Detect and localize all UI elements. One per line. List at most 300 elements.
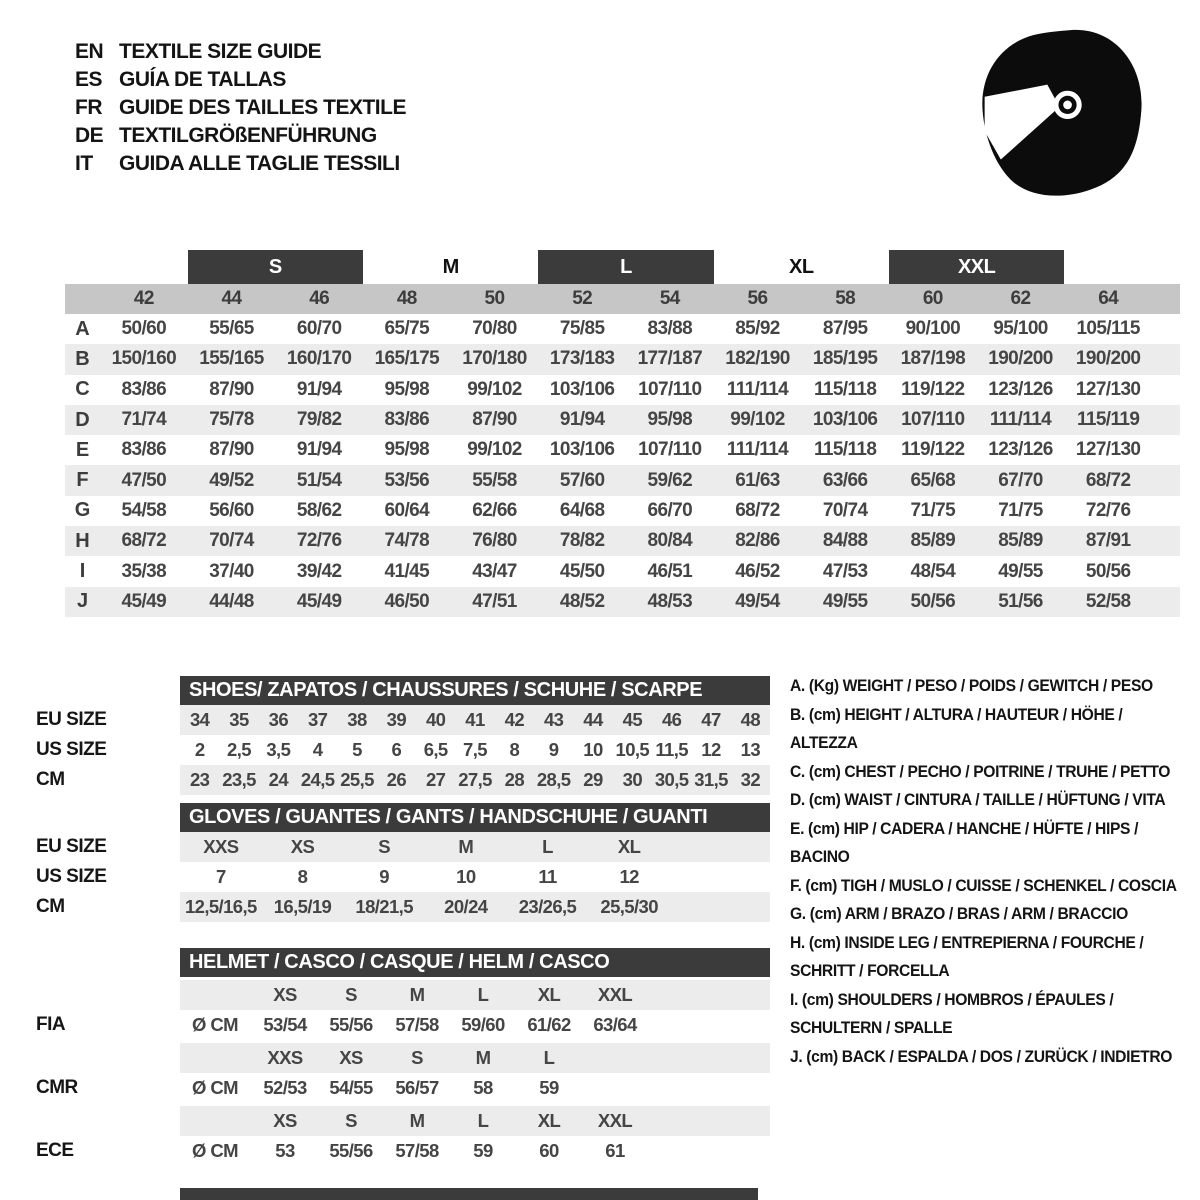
guide-title: GUÍA DE TALLAS xyxy=(119,68,286,91)
row-values xyxy=(180,892,770,922)
value-cell: 4 xyxy=(312,739,323,760)
measurement-cell: 91/94 xyxy=(296,439,342,461)
measurement-cell: 49/52 xyxy=(209,469,254,491)
size-column-header: 60 xyxy=(922,288,943,309)
strip-row xyxy=(30,892,770,922)
size-column-header: 64 xyxy=(1098,288,1119,309)
helmet-row xyxy=(30,1136,770,1166)
measurement-row-a xyxy=(65,314,1180,344)
value-cell: M xyxy=(409,1110,425,1131)
value-cell: 28 xyxy=(504,769,525,790)
measurement-cell: 107/110 xyxy=(638,378,702,400)
gloves-table xyxy=(30,803,770,922)
measurement-cell: 46/50 xyxy=(384,590,430,612)
value-cell: 61 xyxy=(605,1140,625,1161)
measurement-cell: 35/38 xyxy=(121,560,167,582)
language-code: FR xyxy=(75,96,102,119)
legend-item: H. (cm) INSIDE LEG / ENTREPIERNA / FOURCHE / SCHRITT / FORCELLA xyxy=(790,932,1144,980)
value-cell: 25,5/30 xyxy=(600,896,658,917)
row-letter: J xyxy=(76,590,89,613)
measurement-row-c xyxy=(65,375,1180,405)
value-cell: 48 xyxy=(740,709,761,730)
value-cell: 38 xyxy=(347,709,367,730)
measurement-cell: 190/200 xyxy=(988,348,1053,370)
value-cell: 2 xyxy=(194,739,205,760)
value-cell: 39 xyxy=(386,709,407,730)
measurement-cell: 87/90 xyxy=(209,439,254,461)
measurement-cell: 170/180 xyxy=(462,348,527,370)
measurement-row-g xyxy=(65,496,1180,526)
value-cell: S xyxy=(345,984,357,1005)
helmet-row xyxy=(30,980,770,1010)
helmet-table xyxy=(30,948,770,1166)
measurement-row-j xyxy=(65,587,1180,617)
value-cell: 18/21,5 xyxy=(355,896,413,917)
measurement-cell: 49/54 xyxy=(735,590,780,612)
measurement-cell: 87/91 xyxy=(1085,530,1131,552)
size-column-header: 46 xyxy=(309,288,330,309)
value-cell: 46 xyxy=(661,709,682,730)
measurement-row-h xyxy=(65,526,1180,556)
value-cell: 24 xyxy=(268,769,289,790)
legend-item: A. (Kg) WEIGHT / PESO / POIDS / GEWITCH / PESO xyxy=(790,676,1153,695)
value-cell: 29 xyxy=(583,769,603,790)
main-size-table xyxy=(65,250,1180,617)
value-cell: 12 xyxy=(619,866,639,887)
row-label: US SIZE xyxy=(36,866,107,887)
measurement-legend xyxy=(790,672,1180,1071)
value-cell: 10 xyxy=(583,739,603,760)
row-values xyxy=(180,1043,770,1073)
measurement-cell: 47/53 xyxy=(822,560,868,582)
size-columns-row xyxy=(65,284,1180,314)
value-cell: 56/57 xyxy=(395,1077,439,1098)
diameter-label: Ø CM xyxy=(192,1077,238,1098)
measurement-cell: 127/130 xyxy=(1075,378,1141,400)
measurement-cell: 52/58 xyxy=(1085,590,1131,612)
row-values xyxy=(180,705,770,735)
measurement-cell: 74/78 xyxy=(384,530,430,552)
strip-row xyxy=(30,705,770,735)
row-letter: G xyxy=(74,499,91,522)
measurement-cell: 76/80 xyxy=(472,530,517,552)
measurement-cell: 78/82 xyxy=(559,530,605,552)
helmet-row xyxy=(30,1106,770,1136)
language-code: DE xyxy=(75,124,104,147)
measurement-cell: 60/64 xyxy=(384,499,430,521)
measurement-cell: 48/52 xyxy=(559,590,605,612)
measurement-cell: 68/72 xyxy=(735,499,780,521)
size-column-header: 44 xyxy=(221,288,242,309)
measurement-cell: 82/86 xyxy=(735,530,780,552)
value-cell: 54/55 xyxy=(329,1077,373,1098)
size-column-header: 62 xyxy=(1010,288,1031,309)
size-column-header: 58 xyxy=(835,288,856,309)
value-cell: 9 xyxy=(379,866,389,887)
row-letter: E xyxy=(75,438,90,461)
value-cell: 37 xyxy=(307,709,328,730)
strip-row xyxy=(30,765,770,795)
measurement-cell: 39/42 xyxy=(296,560,342,582)
measurement-cell: 71/75 xyxy=(910,499,956,521)
measurement-cell: 47/51 xyxy=(472,590,517,612)
value-cell: 8 xyxy=(509,739,520,760)
diameter-label: Ø CM xyxy=(192,1140,238,1161)
measurement-cell: 87/90 xyxy=(472,409,517,431)
measurement-cell: 119/122 xyxy=(901,378,965,400)
row-label xyxy=(30,980,180,1010)
legend-item: I. (cm) SHOULDERS / HOMBROS / ÉPAULES / SCHULTERN / SPALLE xyxy=(790,989,1114,1037)
helmet-row xyxy=(30,1010,770,1040)
measurement-cell: 83/86 xyxy=(121,378,167,400)
size-column-header: 54 xyxy=(659,288,680,309)
measurement-cell: 46/51 xyxy=(647,560,693,582)
value-cell: 40 xyxy=(425,709,446,730)
strip-row xyxy=(30,862,770,892)
value-cell: XXS xyxy=(203,836,239,857)
measurement-cell: 111/114 xyxy=(726,439,789,461)
value-cell: 55/56 xyxy=(329,1140,373,1161)
measurement-cell: 49/55 xyxy=(822,590,868,612)
measurement-cell: 87/90 xyxy=(209,378,254,400)
value-cell: M xyxy=(475,1047,491,1068)
value-cell: 45 xyxy=(622,709,643,730)
measurement-cell: 103/106 xyxy=(549,439,615,461)
measurement-cell: 185/195 xyxy=(812,348,878,370)
row-letter: B xyxy=(75,347,90,370)
guide-title: GUIDA ALLE TAGLIE TESSILI xyxy=(119,152,400,175)
value-cell: 63/64 xyxy=(593,1014,637,1035)
size-rows xyxy=(65,314,1180,617)
measurement-cell: 41/45 xyxy=(384,560,430,582)
value-cell: L xyxy=(543,1047,555,1068)
measurement-cell: 45/49 xyxy=(296,590,342,612)
measurement-cell: 51/56 xyxy=(998,590,1043,612)
row-letter: F xyxy=(76,469,89,492)
size-column-header: 42 xyxy=(133,288,154,309)
helmet-title: HELMET / CASCO / CASQUE / HELM / CASCO xyxy=(180,948,770,977)
size-band-m: M xyxy=(442,256,459,278)
measurement-cell: 51/54 xyxy=(296,469,342,491)
language-code: IT xyxy=(75,152,93,175)
value-cell: 12,5/16,5 xyxy=(184,896,257,917)
value-cell: 41 xyxy=(465,709,485,730)
language-row xyxy=(75,38,406,66)
row-letter: I xyxy=(79,560,86,583)
value-cell: 6,5 xyxy=(423,739,448,760)
value-cell: XXL xyxy=(597,1110,633,1131)
measurement-cell: 99/102 xyxy=(730,409,785,431)
row-letter: D xyxy=(75,408,90,431)
language-row xyxy=(75,150,406,178)
size-band-row xyxy=(65,250,1180,284)
measurement-cell: 99/102 xyxy=(467,439,522,461)
value-cell: 36 xyxy=(268,709,289,730)
measurement-cell: 91/94 xyxy=(559,409,605,431)
value-cell: 32 xyxy=(740,769,761,790)
measurement-cell: 37/40 xyxy=(209,560,254,582)
cropped-section-bar xyxy=(180,1188,758,1200)
row-letter: H xyxy=(75,529,90,552)
measurement-row-b xyxy=(65,344,1180,374)
value-cell: M xyxy=(458,836,474,857)
measurement-cell: 91/94 xyxy=(296,378,342,400)
value-cell: 8 xyxy=(297,866,308,887)
language-row xyxy=(75,66,406,94)
measurement-cell: 72/76 xyxy=(296,530,342,552)
measurement-cell: 65/75 xyxy=(384,318,430,340)
value-cell: 9 xyxy=(548,739,559,760)
measurement-cell: 45/50 xyxy=(559,560,605,582)
value-cell: 25,5 xyxy=(340,769,374,790)
strip-row xyxy=(30,832,770,862)
measurement-row-i xyxy=(65,556,1180,586)
measurement-cell: 61/63 xyxy=(735,469,780,491)
value-cell: 11 xyxy=(538,866,557,887)
measurement-cell: 84/88 xyxy=(822,530,868,552)
value-cell: 2,5 xyxy=(227,739,251,760)
row-values xyxy=(180,980,770,1010)
measurement-cell: 123/126 xyxy=(988,378,1053,400)
measurement-cell: 111/114 xyxy=(726,378,789,400)
size-column-header: 52 xyxy=(572,288,593,309)
measurement-cell: 85/89 xyxy=(910,530,956,552)
measurement-cell: 63/66 xyxy=(822,469,868,491)
measurement-cell: 95/100 xyxy=(993,318,1048,340)
measurement-cell: 60/70 xyxy=(296,318,342,340)
row-letter: A xyxy=(75,317,90,340)
strip-row xyxy=(30,735,770,765)
value-cell: 47 xyxy=(701,709,721,730)
legend-item: E. (cm) HIP / CADERA / HANCHE / HÜFTE / HIPS / BACINO xyxy=(790,818,1139,866)
row-label: EU SIZE xyxy=(36,709,107,730)
value-cell: 12 xyxy=(701,739,721,760)
measurement-cell: 67/70 xyxy=(998,469,1043,491)
measurement-cell: 44/48 xyxy=(209,590,254,612)
value-cell: 20/24 xyxy=(444,896,488,917)
measurement-cell: 62/66 xyxy=(472,499,517,521)
row-label: CM xyxy=(36,896,65,917)
row-label: US SIZE xyxy=(36,739,107,760)
value-cell: 27 xyxy=(425,769,446,790)
legend-item: G. (cm) ARM / BRAZO / BRAS / ARM / BRACCIO xyxy=(790,904,1128,923)
value-cell: 42 xyxy=(504,709,525,730)
value-cell: 44 xyxy=(583,709,603,730)
measurement-cell: 55/65 xyxy=(209,318,254,340)
measurement-cell: 71/75 xyxy=(998,499,1043,521)
measurement-cell: 150/160 xyxy=(111,348,177,370)
language-code: EN xyxy=(75,40,104,63)
measurement-cell: 48/53 xyxy=(647,590,693,612)
measurement-cell: 177/187 xyxy=(637,348,703,370)
measurement-cell: 66/70 xyxy=(647,499,693,521)
language-row xyxy=(75,94,406,122)
measurement-cell: 59/62 xyxy=(647,469,693,491)
value-cell: S xyxy=(345,1110,357,1131)
measurement-cell: 105/115 xyxy=(1076,318,1140,340)
measurement-cell: 103/106 xyxy=(812,409,878,431)
value-cell: 23 xyxy=(189,769,210,790)
value-cell: 7 xyxy=(215,866,226,887)
row-label xyxy=(30,1043,180,1073)
value-cell: 59 xyxy=(539,1077,559,1098)
helmet-rows xyxy=(30,980,770,1166)
value-cell: 35 xyxy=(229,709,249,730)
legend-item: J. (cm) BACK / ESPALDA / DOS / ZURÜCK / INDIETRO xyxy=(790,1046,1173,1066)
measurement-cell: 79/82 xyxy=(296,409,342,431)
measurement-cell: 68/72 xyxy=(1085,469,1131,491)
value-cell: L xyxy=(477,1110,489,1131)
measurement-cell: 87/95 xyxy=(822,318,868,340)
value-cell: 26 xyxy=(386,769,407,790)
measurement-row-d xyxy=(65,405,1180,435)
measurement-cell: 43/47 xyxy=(472,560,517,582)
value-cell: 27,5 xyxy=(458,769,492,790)
row-label: CM xyxy=(36,769,65,790)
measurement-cell: 70/80 xyxy=(472,318,517,340)
measurement-cell: 58/62 xyxy=(296,499,342,521)
measurement-cell: 50/56 xyxy=(910,590,956,612)
value-cell: 60 xyxy=(539,1140,559,1161)
value-cell: 57/58 xyxy=(395,1140,439,1161)
measurement-cell: 85/89 xyxy=(998,530,1043,552)
measurement-cell: 45/49 xyxy=(121,590,167,612)
measurement-cell: 83/86 xyxy=(121,439,167,461)
size-column-header: 56 xyxy=(747,288,768,309)
measurement-cell: 48/54 xyxy=(910,560,956,582)
measurement-cell: 85/92 xyxy=(735,318,780,340)
row-values xyxy=(180,765,770,795)
value-cell: M xyxy=(409,984,425,1005)
size-column-header: 48 xyxy=(396,288,417,309)
helmet-row xyxy=(30,1073,770,1103)
shoes-title: SHOES/ ZAPATOS / CHAUSSURES / SCHUHE / SCARPE xyxy=(180,676,770,705)
value-cell: XS xyxy=(273,1110,297,1131)
measurement-cell: 111/114 xyxy=(989,409,1052,431)
value-cell: XS xyxy=(290,836,315,857)
measurement-cell: 56/60 xyxy=(209,499,254,521)
legend-item: D. (cm) WAIST / CINTURA / TAILLE / HÜFTUNG / VITA xyxy=(790,790,1166,809)
value-cell: 23,5 xyxy=(222,769,256,790)
racing-helmet-icon xyxy=(972,24,1154,206)
gloves-rows xyxy=(30,832,770,922)
row-values xyxy=(180,1010,770,1040)
measurement-cell: 155/165 xyxy=(199,348,264,370)
row-label: ECE xyxy=(36,1140,74,1161)
measurement-cell: 115/119 xyxy=(1076,409,1140,431)
row-label: FIA xyxy=(36,1014,66,1035)
diameter-label: Ø CM xyxy=(192,1014,238,1035)
value-cell: 6 xyxy=(391,739,402,760)
measurement-cell: 80/84 xyxy=(647,530,693,552)
measurement-cell: 182/190 xyxy=(725,348,790,370)
gloves-title: GLOVES / GUANTES / GANTS / HANDSCHUHE / GUANTI xyxy=(180,803,770,832)
measurement-cell: 83/88 xyxy=(647,318,693,340)
value-cell: 30 xyxy=(622,769,643,790)
size-column-header: 50 xyxy=(484,288,505,309)
measurement-cell: 75/78 xyxy=(209,409,254,431)
guide-title: TEXTILE SIZE GUIDE xyxy=(119,40,322,63)
value-cell: S xyxy=(411,1047,423,1068)
value-cell: 28,5 xyxy=(536,769,571,790)
measurement-cell: 115/118 xyxy=(813,378,877,400)
measurement-cell: 103/106 xyxy=(549,378,615,400)
value-cell: 5 xyxy=(352,739,362,760)
measurement-cell: 165/175 xyxy=(374,348,440,370)
value-cell: XL xyxy=(617,836,641,857)
value-cell: 57/58 xyxy=(395,1014,439,1035)
measurement-cell: 95/98 xyxy=(647,409,693,431)
value-cell: 13 xyxy=(740,739,761,760)
measurement-cell: 46/52 xyxy=(735,560,780,582)
value-cell: 10,5 xyxy=(615,739,650,760)
size-band-s: S xyxy=(188,250,363,284)
size-band-xxl: XXL xyxy=(889,250,1064,284)
measurement-cell: 99/102 xyxy=(467,378,522,400)
measurement-cell: 115/118 xyxy=(813,439,877,461)
row-values xyxy=(180,1106,770,1136)
value-cell: 43 xyxy=(543,709,564,730)
legend-item: C. (cm) CHEST / PECHO / POITRINE / TRUHE / PETTO xyxy=(790,761,1171,781)
value-cell: XXL xyxy=(597,984,633,1005)
value-cell: 31,5 xyxy=(694,769,728,790)
value-cell: 53/54 xyxy=(263,1014,307,1035)
language-title-list xyxy=(75,38,406,178)
measurement-cell: 90/100 xyxy=(905,318,961,340)
value-cell: 52/53 xyxy=(263,1077,307,1098)
value-cell: S xyxy=(378,836,391,857)
value-cell: L xyxy=(477,984,489,1005)
guide-title: TEXTILGRÖßENFÜHRUNG xyxy=(119,124,377,147)
guide-title: GUIDE DES TAILLES TEXTILE xyxy=(119,96,406,119)
value-cell: 23/26,5 xyxy=(518,896,577,917)
value-cell: 11,5 xyxy=(655,739,688,760)
row-label: CMR xyxy=(36,1077,78,1098)
size-band-l: L xyxy=(538,250,713,284)
size-band-xl: XL xyxy=(789,256,814,278)
measurement-cell: 71/74 xyxy=(121,409,167,431)
measurement-cell: 72/76 xyxy=(1085,499,1131,521)
value-cell: 24,5 xyxy=(300,769,335,790)
measurement-cell: 107/110 xyxy=(901,409,965,431)
measurement-cell: 119/122 xyxy=(901,439,965,461)
row-values xyxy=(180,1136,770,1166)
row-values xyxy=(180,735,770,765)
language-row xyxy=(75,122,406,150)
helmet-row xyxy=(30,1043,770,1073)
value-cell: 53 xyxy=(275,1140,295,1161)
shoes-table xyxy=(30,676,770,795)
measurement-cell: 160/170 xyxy=(286,348,352,370)
value-cell: 55/56 xyxy=(329,1014,373,1035)
measurement-cell: 83/86 xyxy=(384,409,430,431)
measurement-cell: 68/72 xyxy=(121,530,167,552)
measurement-cell: 47/50 xyxy=(121,469,167,491)
measurement-cell: 95/98 xyxy=(384,439,430,461)
measurement-cell: 187/198 xyxy=(900,348,966,370)
value-cell: 59/60 xyxy=(461,1014,505,1035)
value-cell: XS xyxy=(273,984,297,1005)
value-cell: 3,5 xyxy=(266,739,291,760)
row-label xyxy=(30,1106,180,1136)
row-values xyxy=(180,1073,770,1103)
measurement-cell: 127/130 xyxy=(1075,439,1141,461)
measurement-cell: 64/68 xyxy=(559,499,605,521)
measurement-row-e xyxy=(65,435,1180,465)
measurement-cell: 49/55 xyxy=(998,560,1043,582)
value-cell: L xyxy=(542,836,553,857)
measurement-cell: 190/200 xyxy=(1075,348,1141,370)
